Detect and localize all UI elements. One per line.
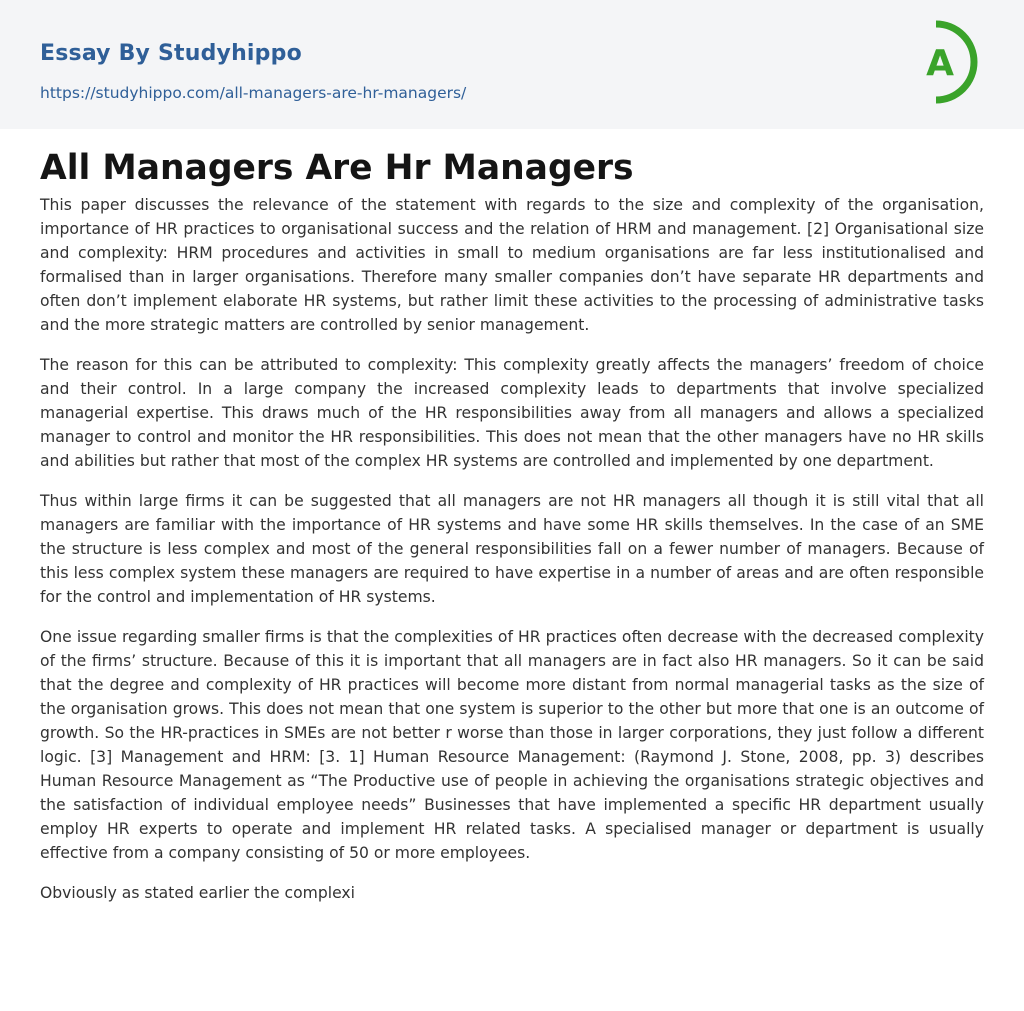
- studyhippo-logo-icon[interactable]: [912, 18, 988, 106]
- site-header: [0, 0, 1024, 129]
- paragraph-3: Thus within large firms it can be suggested that all managers are not HR managers all though it is still vital that all managers are familiar with the importance of HR systems and have some HR skills themselves. In the case of an SME the structure is less complex and most of the general responsibilities fall on a fewer number of managers. Because of this less complex system these managers are required to have expertise in a number of areas and are often responsible for the control and implementation of HR systems.: [40, 492, 984, 606]
- paragraph-1: This paper discusses the relevance of the statement with regards to the size and complexity of the organisation, importance of HR practices to organisational success and the relation of HRM and management. [2] Organisational size and complexity: HRM procedures and activities in small to medium organisations are far less institutionalised and formalised than in larger organisations. Therefore many smaller companies don’t have separate HR departments and often don’t implement elaborate HR systems, but rather limit these activities to the processing of administrative tasks and the more strategic matters are controlled by senior management.: [40, 196, 984, 334]
- logo-letter: A: [926, 43, 954, 84]
- page-title: All Managers Are Hr Managers: [40, 148, 634, 188]
- paragraph-5: Obviously as stated earlier the complexi: [40, 884, 355, 902]
- paragraph-2: The reason for this can be attributed to complexity: This complexity greatly affects the managers’ freedom of choice and their control. In a large company the increased complexity leads to departments that involve specialized managerial expertise. This draws much of the HR responsibilities away from all managers and allows a specialized manager to control and monitor the HR responsibilities. This does not mean that the other managers have no HR skills and abilities but rather that most of the complex HR systems are controlled and implemented by one department.: [40, 356, 984, 470]
- page-url-link[interactable]: https://studyhippo.com/all-managers-are-hr-managers/: [40, 84, 467, 102]
- paragraph-4: One issue regarding smaller firms is that the complexities of HR practices often decrease with the decreased complexity of the firms’ structure. Because of this it is important that all managers are in fact also HR managers. So it can be said that the degree and complexity of HR practices will become more distant from normal managerial tasks as the size of the organisation grows. This does not mean that one system is superior to the other but more that one is an outcome of growth. So the HR-practices in SMEs are not better r worse than those in larger corporations, they just follow a different logic. [3] Management and HRM: [3. 1] Human Resource Management: (Raymond J. Stone, 2008, pp. 3) describes Human Resource Management as “The Productive use of people in achieving the organisations strategic objectives and the satisfaction of individual employee needs” Businesses that have implemented a specific HR department usually employ HR experts to operate and implement HR related tasks. A specialised manager or department is usually effective from a company consisting of 50 or more employees.: [40, 628, 984, 862]
- article: [0, 129, 1024, 905]
- site-brand[interactable]: Essay By Studyhippo: [40, 41, 302, 66]
